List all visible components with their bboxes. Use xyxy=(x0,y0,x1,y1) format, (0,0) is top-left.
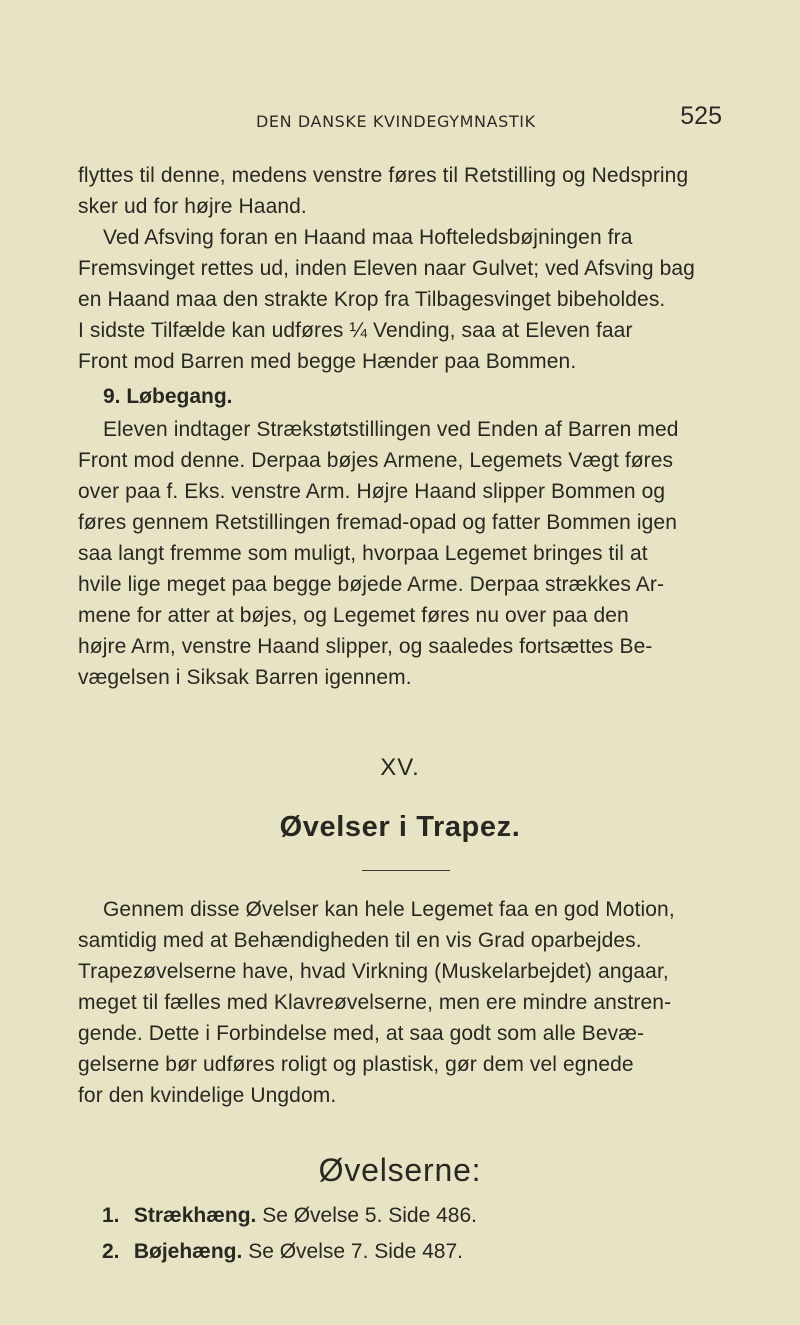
exercise-heading xyxy=(78,380,738,414)
text-line: Ved Afsving foran en Haand maa Hofteledsbøjningen fra xyxy=(103,226,633,249)
exercises-heading: Øvelserne: xyxy=(318,1152,482,1188)
item-title: Strækhæng. xyxy=(133,1204,257,1227)
text-line: gelserne bør udføres roligt og plastisk, gør dem vel egnede xyxy=(78,1053,634,1076)
section-title: Øvelser i Trapez. xyxy=(279,811,521,843)
text-line: Front mod Barren med begge Hænder paa Bommen. xyxy=(78,350,577,373)
section-divider xyxy=(362,870,450,871)
paragraph-continuation xyxy=(78,160,738,377)
section-number: XV. xyxy=(380,754,420,781)
text-line: en Haand maa den strakte Krop fra Tilbagesvinget bibeholdes. xyxy=(78,288,666,311)
running-head: DEN DANSKE KVINDEGYMNASTIK xyxy=(256,112,536,131)
text-line: samtidig med at Behændigheden til en vis Grad oparbejdes. xyxy=(78,929,642,952)
item-title: Bøjehæng. xyxy=(133,1240,243,1263)
text-line: meget til fælles med Klavreøvelserne, men ere mindre anstren- xyxy=(78,991,672,1014)
text-line: Gennem disse Øvelser kan hele Legemet faa en god Motion, xyxy=(103,898,675,921)
text-line: Eleven indtager Strækstøtstillingen ved Enden af Barren med xyxy=(103,418,679,441)
text-line: højre Arm, venstre Haand slipper, og saaledes fortsættes Be- xyxy=(78,635,653,658)
exercise-list xyxy=(102,1198,477,1270)
item-reference: Se Øvelse 5. Side 486. xyxy=(262,1204,478,1227)
list-item xyxy=(102,1234,477,1270)
text-line: mene for atter at bøjes, og Legemet føres nu over paa den xyxy=(78,604,629,627)
item-number: 2. xyxy=(102,1240,120,1263)
item-number: 1. xyxy=(102,1204,120,1227)
page-number: 525 xyxy=(680,102,722,130)
exercise-title: Løbegang. xyxy=(126,385,233,408)
page-header xyxy=(78,98,722,138)
text-line: saa langt fremme som muligt, hvorpaa Legemet bringes til at xyxy=(78,542,648,565)
text-line: I sidste Tilfælde kan udføres ¼ Vending, saa at Eleven faar xyxy=(78,319,633,342)
text-line: flyttes til denne, medens venstre føres til Retstilling og Nedspring xyxy=(78,164,689,187)
list-item xyxy=(102,1198,477,1234)
text-line: Fremsvinget rettes ud, inden Eleven naar Gulvet; ved Afsving bag xyxy=(78,257,695,280)
text-line: føres gennem Retstillingen fremad-opad og fatter Bommen igen xyxy=(78,511,677,534)
exercise-9 xyxy=(78,380,738,693)
text-line: Front mod denne. Derpaa bøjes Armene, Legemets Vægt føres xyxy=(78,449,674,472)
text-line: Trapezøvelserne have, hvad Virkning (Muskelarbejdet) angaar, xyxy=(78,960,669,983)
text-line: gende. Dette i Forbindelse med, at saa godt som alle Bevæ- xyxy=(78,1022,645,1045)
text-line: over paa f. Eks. venstre Arm. Højre Haand slipper Bommen og xyxy=(78,480,666,503)
exercise-number: 9. xyxy=(103,385,121,408)
item-reference: Se Øvelse 7. Side 487. xyxy=(248,1240,463,1263)
text-line: vægelsen i Siksak Barren igennem. xyxy=(78,666,412,689)
text-line: hvile lige meget paa begge bøjede Arme. Derpaa strækkes Ar- xyxy=(78,573,665,596)
text-line: for den kvindelige Ungdom. xyxy=(78,1084,337,1107)
section-intro xyxy=(78,894,738,1111)
text-line: sker ud for højre Haand. xyxy=(78,195,307,218)
